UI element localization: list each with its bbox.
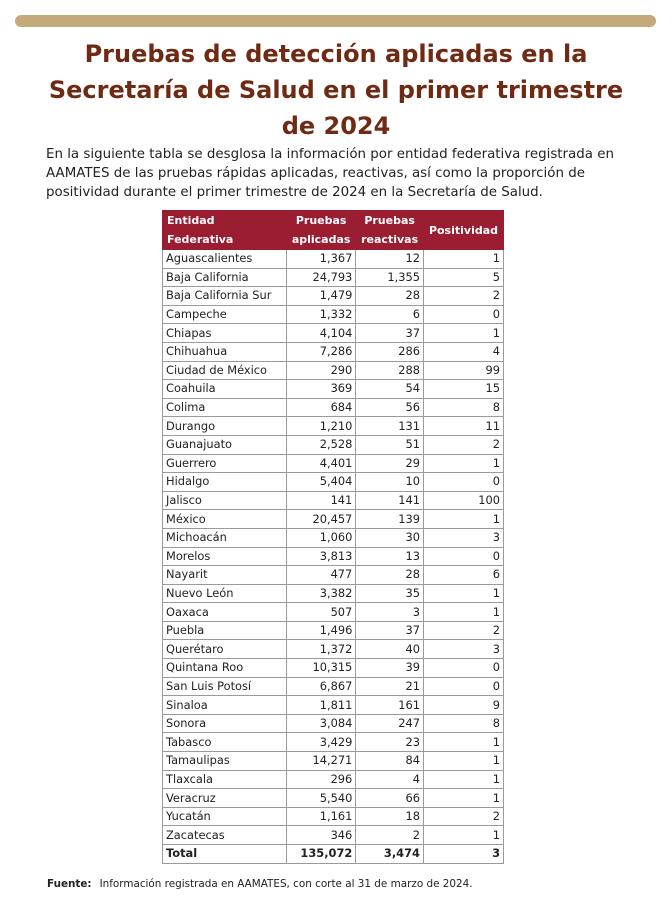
cell-positividad: 0	[423, 677, 503, 696]
cell-entidad: Guerrero	[163, 454, 287, 473]
header-reactivas-line1: Pruebas	[364, 214, 415, 227]
cell-entidad: Veracruz	[163, 789, 287, 808]
cell-positividad: 1	[423, 603, 503, 622]
cell-positividad: 1	[423, 454, 503, 473]
cell-reactivas: 37	[356, 621, 424, 640]
cell-positividad: 1	[423, 324, 503, 343]
cell-positividad: 6	[423, 566, 503, 585]
cell-positividad: 1	[423, 250, 503, 269]
cell-entidad: Baja California	[163, 268, 287, 287]
cell-reactivas: 39	[356, 659, 424, 678]
cell-entidad: Hidalgo	[163, 473, 287, 492]
cell-aplicadas: 369	[287, 380, 356, 399]
cell-entidad: Sonora	[163, 714, 287, 733]
table-row	[163, 770, 504, 789]
cell-aplicadas: 1,210	[287, 417, 356, 436]
cell-reactivas: 161	[356, 696, 424, 715]
cell-entidad: Jalisco	[163, 491, 287, 510]
cell-aplicadas: 1,367	[287, 250, 356, 269]
table-row	[163, 603, 504, 622]
table-row	[163, 696, 504, 715]
cell-reactivas: 18	[356, 807, 424, 826]
cell-aplicadas: 10,315	[287, 659, 356, 678]
cell-aplicadas: 5,404	[287, 473, 356, 492]
table-row	[163, 584, 504, 603]
cell-positividad: 1	[423, 752, 503, 771]
cell-reactivas: 84	[356, 752, 424, 771]
page-title	[40, 36, 632, 144]
cell-entidad: Tamaulipas	[163, 752, 287, 771]
cell-entidad: Querétaro	[163, 640, 287, 659]
cell-reactivas: 247	[356, 714, 424, 733]
table-row	[163, 380, 504, 399]
cell-aplicadas: 290	[287, 361, 356, 380]
cell-entidad: México	[163, 510, 287, 529]
cell-aplicadas: 684	[287, 398, 356, 417]
table-row	[163, 324, 504, 343]
cell-aplicadas: 1,161	[287, 807, 356, 826]
cell-reactivas: 30	[356, 528, 424, 547]
cell-entidad: Tabasco	[163, 733, 287, 752]
table-row	[163, 268, 504, 287]
table-row	[163, 566, 504, 585]
cell-reactivas: 54	[356, 380, 424, 399]
table-row	[163, 789, 504, 808]
table-header-row	[163, 211, 504, 250]
table-row	[163, 640, 504, 659]
cell-entidad: San Luis Potosí	[163, 677, 287, 696]
cell-positividad: 0	[423, 547, 503, 566]
detection-table	[162, 210, 504, 864]
cell-entidad: Oaxaca	[163, 603, 287, 622]
cell-reactivas: 56	[356, 398, 424, 417]
table-row	[163, 342, 504, 361]
cell-positividad: 3	[423, 640, 503, 659]
cell-positividad: 5	[423, 268, 503, 287]
table-row	[163, 473, 504, 492]
cell-entidad: Ciudad de México	[163, 361, 287, 380]
cell-positividad: 8	[423, 398, 503, 417]
cell-positividad: 2	[423, 435, 503, 454]
cell-positividad: 1	[423, 770, 503, 789]
cell-entidad: Tlaxcala	[163, 770, 287, 789]
source-label: Fuente:	[47, 878, 92, 890]
cell-positividad: 100	[423, 491, 503, 510]
cell-positividad: 99	[423, 361, 503, 380]
cell-entidad: Coahuila	[163, 380, 287, 399]
cell-aplicadas: 1,060	[287, 528, 356, 547]
cell-entidad: Puebla	[163, 621, 287, 640]
cell-aplicadas: 1,332	[287, 305, 356, 324]
cell-reactivas: 23	[356, 733, 424, 752]
cell-reactivas: 28	[356, 566, 424, 585]
cell-entidad: Sinaloa	[163, 696, 287, 715]
cell-aplicadas: 141	[287, 491, 356, 510]
table-row	[163, 714, 504, 733]
cell-positividad: 4	[423, 342, 503, 361]
cell-reactivas: 12	[356, 250, 424, 269]
cell-aplicadas: 3,084	[287, 714, 356, 733]
table-row	[163, 287, 504, 306]
cell-positividad: 1	[423, 733, 503, 752]
cell-positividad: 2	[423, 621, 503, 640]
cell-positividad: 0	[423, 473, 503, 492]
header-positividad: Positividad	[423, 211, 503, 250]
cell-reactivas: 21	[356, 677, 424, 696]
cell-aplicadas: 3,382	[287, 584, 356, 603]
table-row	[163, 435, 504, 454]
cell-entidad: Nayarit	[163, 566, 287, 585]
table-row	[163, 398, 504, 417]
cell-aplicadas: 3,813	[287, 547, 356, 566]
cell-positividad: 3	[423, 528, 503, 547]
table-row	[163, 677, 504, 696]
cell-reactivas: 10	[356, 473, 424, 492]
cell-aplicadas: 477	[287, 566, 356, 585]
cell-reactivas: 139	[356, 510, 424, 529]
cell-reactivas: 131	[356, 417, 424, 436]
total-cell-entidad: Total	[163, 845, 287, 864]
table-row	[163, 547, 504, 566]
cell-aplicadas: 1,479	[287, 287, 356, 306]
intro-paragraph: En la siguiente tabla se desglosa la información por entidad federativa registrada en AAMATES de las pruebas rápidas aplicadas, reactivas, así como la proporción de positividad durante el primer trimestre de 2024 en la Secretaría de Salud.	[46, 147, 614, 200]
table-row	[163, 752, 504, 771]
cell-aplicadas: 5,540	[287, 789, 356, 808]
cell-entidad: Campeche	[163, 305, 287, 324]
table-row	[163, 659, 504, 678]
cell-entidad: Durango	[163, 417, 287, 436]
cell-positividad: 1	[423, 826, 503, 845]
cell-reactivas: 13	[356, 547, 424, 566]
header-entidad	[163, 211, 287, 250]
cell-reactivas: 4	[356, 770, 424, 789]
cell-reactivas: 288	[356, 361, 424, 380]
cell-positividad: 1	[423, 584, 503, 603]
cell-reactivas: 37	[356, 324, 424, 343]
table-row	[163, 528, 504, 547]
table-row	[163, 807, 504, 826]
cell-reactivas: 6	[356, 305, 424, 324]
cell-positividad: 2	[423, 807, 503, 826]
table-row	[163, 491, 504, 510]
cell-entidad: Colima	[163, 398, 287, 417]
cell-aplicadas: 1,496	[287, 621, 356, 640]
cell-aplicadas: 296	[287, 770, 356, 789]
table-row	[163, 733, 504, 752]
table-body	[163, 250, 504, 864]
table-row	[163, 250, 504, 269]
cell-reactivas: 35	[356, 584, 424, 603]
source-text: Información registrada en AAMATES, con corte al 31 de marzo de 2024.	[99, 878, 473, 890]
table-row	[163, 361, 504, 380]
cell-aplicadas: 2,528	[287, 435, 356, 454]
cell-entidad: Guanajuato	[163, 435, 287, 454]
total-cell-positividad: 3	[423, 845, 503, 864]
cell-aplicadas: 1,372	[287, 640, 356, 659]
cell-reactivas: 3	[356, 603, 424, 622]
cell-aplicadas: 3,429	[287, 733, 356, 752]
cell-positividad: 0	[423, 305, 503, 324]
total-cell-reactivas: 3,474	[356, 845, 424, 864]
cell-aplicadas: 6,867	[287, 677, 356, 696]
cell-positividad: 8	[423, 714, 503, 733]
cell-reactivas: 2	[356, 826, 424, 845]
cell-positividad: 1	[423, 510, 503, 529]
cell-reactivas: 286	[356, 342, 424, 361]
cell-aplicadas: 507	[287, 603, 356, 622]
header-aplicadas-line2: aplicadas	[291, 233, 351, 246]
total-cell-aplicadas: 135,072	[287, 845, 356, 864]
cell-aplicadas: 7,286	[287, 342, 356, 361]
header-reactivas	[356, 211, 424, 250]
cell-entidad: Quintana Roo	[163, 659, 287, 678]
table-total-row	[163, 845, 504, 864]
title-line-3: de 2024	[281, 112, 391, 140]
cell-reactivas: 141	[356, 491, 424, 510]
table-row	[163, 454, 504, 473]
cell-positividad: 0	[423, 659, 503, 678]
cell-reactivas: 28	[356, 287, 424, 306]
header-entidad-line2: Federativa	[167, 233, 234, 246]
cell-aplicadas: 24,793	[287, 268, 356, 287]
cell-entidad: Nuevo León	[163, 584, 287, 603]
header-aplicadas-line1: Pruebas	[295, 214, 347, 227]
source-note	[47, 878, 647, 890]
cell-entidad: Chihuahua	[163, 342, 287, 361]
cell-entidad: Michoacán	[163, 528, 287, 547]
cell-entidad: Chiapas	[163, 324, 287, 343]
table-row	[163, 417, 504, 436]
top-decorative-bar	[15, 15, 656, 27]
cell-positividad: 1	[423, 789, 503, 808]
cell-reactivas: 40	[356, 640, 424, 659]
cell-aplicadas: 20,457	[287, 510, 356, 529]
cell-aplicadas: 346	[287, 826, 356, 845]
cell-positividad: 15	[423, 380, 503, 399]
cell-positividad: 2	[423, 287, 503, 306]
cell-aplicadas: 1,811	[287, 696, 356, 715]
cell-reactivas: 29	[356, 454, 424, 473]
cell-entidad: Morelos	[163, 547, 287, 566]
cell-reactivas: 66	[356, 789, 424, 808]
cell-aplicadas: 14,271	[287, 752, 356, 771]
cell-entidad: Baja California Sur	[163, 287, 287, 306]
table-row	[163, 305, 504, 324]
header-entidad-line1: Entidad	[167, 214, 215, 227]
cell-aplicadas: 4,104	[287, 324, 356, 343]
cell-entidad: Aguascalientes	[163, 250, 287, 269]
cell-reactivas: 1,355	[356, 268, 424, 287]
header-reactivas-line2: reactivas	[361, 233, 419, 246]
cell-entidad: Yucatán	[163, 807, 287, 826]
cell-positividad: 9	[423, 696, 503, 715]
cell-aplicadas: 4,401	[287, 454, 356, 473]
cell-reactivas: 51	[356, 435, 424, 454]
cell-positividad: 11	[423, 417, 503, 436]
header-aplicadas	[287, 211, 356, 250]
table-row	[163, 621, 504, 640]
table-row	[163, 510, 504, 529]
cell-entidad: Zacatecas	[163, 826, 287, 845]
table-row	[163, 826, 504, 845]
title-line-2: Secretaría de Salud en el primer trimestre	[48, 76, 624, 104]
title-line-1: Pruebas de detección aplicadas en la	[84, 40, 588, 68]
